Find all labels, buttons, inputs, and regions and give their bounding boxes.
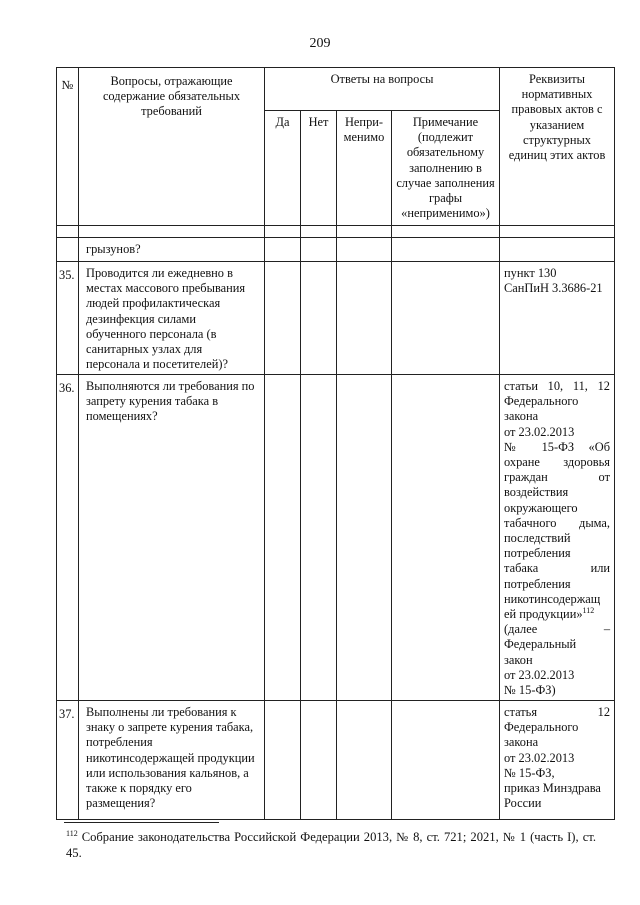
footnote-text: Собрание законодательства Российской Федерации 2013, № 8, ст. 721; 2021, № 1 (часть I), ст. 45. <box>66 830 596 860</box>
answer-na-cell[interactable] <box>337 701 392 820</box>
answer-yes-cell[interactable] <box>265 262 301 375</box>
answer-no-cell[interactable] <box>301 375 337 701</box>
reference-text: статьи 10, 11, 12 Федерального закона от 23.02.2013 № 15-ФЗ «Об охране здоровья граждан от воздействия окружающего табачного дыма, последствий потребления табака или потребления никотинсодержащ ей продукции»$^{112}$ (далее – Федеральный закон от 23.02.2013 № 15-ФЗ) <box>500 375 615 701</box>
table-row <box>57 375 615 701</box>
answer-yes-cell[interactable] <box>265 238 301 262</box>
row-number: 37. <box>57 701 79 820</box>
header-yes: Да <box>265 111 301 226</box>
header-note: Примечание (подлежит обязательному заполнению в случае заполнения графы «неприменимо») <box>392 111 500 226</box>
header-questions: Вопросы, отражающие содержание обязательных требований <box>79 68 265 226</box>
answer-note-cell[interactable] <box>392 375 500 701</box>
reference-line-with-footnote: ей продукции»$^{112}$ <box>504 605 595 622</box>
answer-no-cell[interactable] <box>301 262 337 375</box>
answer-yes-cell[interactable] <box>265 701 301 820</box>
answer-yes-cell[interactable] <box>265 375 301 701</box>
header-number: № <box>57 68 79 226</box>
question-text: Проводится ли ежедневно в местах массового пребывания людей профилактическая дезинфекция силами обученного персонала (в санитарных узлах для персонала и посетителей)? <box>79 262 265 375</box>
answer-note-cell[interactable] <box>392 262 500 375</box>
row-number: 36. <box>57 375 79 701</box>
reference-text: статья 12 Федерального закона от 23.02.2013 № 15-ФЗ, приказ Минздрава России <box>500 701 615 820</box>
answer-note-cell[interactable] <box>392 238 500 262</box>
question-text: Выполнены ли требования к знаку о запрете курения табака, потребления никотинсодержащей продукции или использования кальянов, а также к порядку его размещения? <box>79 701 265 820</box>
header-requisites: Реквизиты нормативных правовых актов с указанием структурных единиц этих актов <box>500 68 615 226</box>
footnote-divider <box>64 822 219 823</box>
answer-na-cell[interactable] <box>337 375 392 701</box>
table-row <box>57 262 615 375</box>
footnote-marker[interactable]: 112 <box>582 605 595 615</box>
table-row <box>57 701 615 820</box>
page-number: 209 <box>309 36 331 51</box>
header-no: Нет <box>301 111 337 226</box>
question-text: Выполняются ли требования по запрету курения табака в помещениях? <box>79 375 265 701</box>
answer-no-cell[interactable] <box>301 701 337 820</box>
table-spacer-row <box>57 226 615 238</box>
row-number: 35. <box>57 262 79 375</box>
answer-na-cell[interactable] <box>337 238 392 262</box>
reference-text: пункт 130 СанПиН 3.3686-21 <box>500 262 615 375</box>
header-answers: Ответы на вопросы <box>265 68 500 111</box>
checklist-table <box>56 67 615 820</box>
answer-no-cell[interactable] <box>301 238 337 262</box>
answer-note-cell[interactable] <box>392 701 500 820</box>
footnote-number: 112 <box>66 828 78 838</box>
table-row-continuation <box>57 238 615 262</box>
header-not-applicable: Непри- менимо <box>337 111 392 226</box>
question-continuation: грызунов? <box>79 238 265 262</box>
answer-na-cell[interactable] <box>337 262 392 375</box>
footnote <box>66 829 596 861</box>
